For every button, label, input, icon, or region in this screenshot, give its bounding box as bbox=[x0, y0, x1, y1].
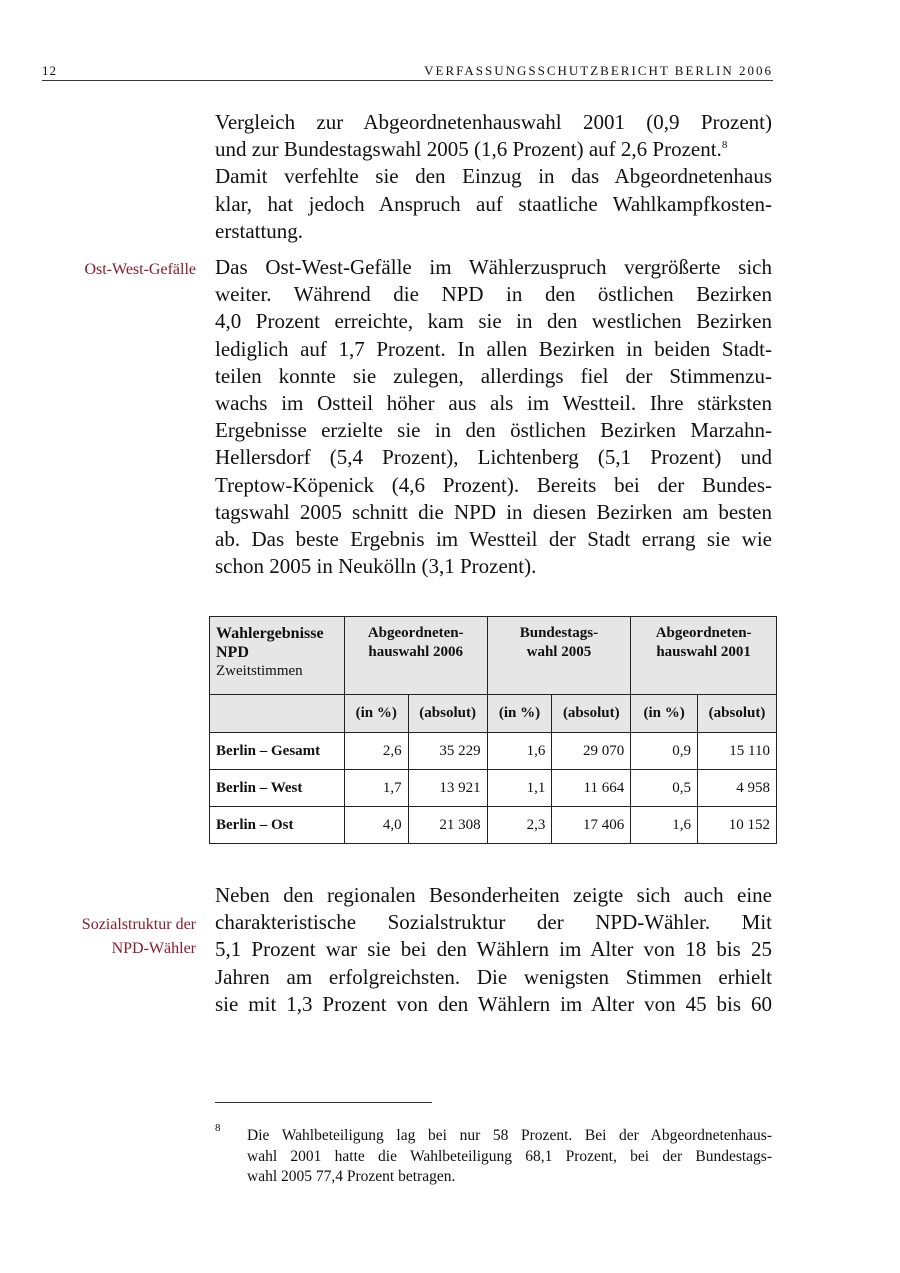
row-label: Berlin – West bbox=[210, 770, 345, 807]
column-group-line: hauswahl 2006 bbox=[368, 644, 464, 660]
table-cell: 4,0 bbox=[344, 807, 408, 844]
text-line: Neben den regionalen Besonderheiten zeigte sich auch eine bbox=[215, 883, 772, 907]
footnote-line: wahl 2001 hatte die Wahlbeteiligung 68,1 Prozent, bei der Bundestags- bbox=[247, 1147, 772, 1165]
text-line: klar, hat jedoch Anspruch auf staatliche Wahlkampfkosten- bbox=[215, 191, 772, 216]
table-cell: 15 110 bbox=[698, 733, 777, 770]
row-label: Berlin – Gesamt bbox=[210, 733, 345, 770]
text-line: lediglich auf 1,7 Prozent. In allen Bezirken in beiden Stadt- bbox=[215, 336, 772, 361]
text-line: Jahren am erfolgreichsten. Die wenigsten Stimmen erhielt bbox=[215, 964, 772, 989]
text-line: Damit verfehlte sie den Einzug in das Abgeordnetenhaus bbox=[215, 164, 772, 189]
table-row bbox=[210, 733, 777, 770]
table-subtitle: Zweitstimmen bbox=[216, 663, 303, 679]
row-label: Berlin – Ost bbox=[210, 807, 345, 844]
margin-note-line: NPD-Wähler bbox=[111, 940, 196, 957]
page-header bbox=[42, 62, 773, 81]
table-cell: 17 406 bbox=[552, 807, 631, 844]
table-cell: 0,9 bbox=[631, 733, 698, 770]
column-group-line: Bundestags- bbox=[519, 625, 599, 641]
margin-note-line: Sozialstruktur der bbox=[81, 916, 196, 933]
footnote-mark: 8 bbox=[215, 1122, 221, 1134]
table-title-party: NPD bbox=[216, 644, 249, 661]
page-number: 12 bbox=[42, 63, 57, 78]
column-header: (in %) bbox=[344, 695, 408, 733]
text-line: Hellersdorf (5,4 Prozent), Lichtenberg (5,1 Prozent) und bbox=[215, 445, 772, 470]
table-cell: 4 958 bbox=[698, 770, 777, 807]
text-line: 4,0 Prozent erreichte, kam sie in den westlichen Bezirken bbox=[215, 309, 772, 334]
table-cell: 29 070 bbox=[552, 733, 631, 770]
column-group-line: wahl 2005 bbox=[526, 644, 592, 660]
column-group-line: hauswahl 2001 bbox=[656, 644, 751, 660]
npd-results-table bbox=[209, 616, 777, 844]
table-cell: 21 308 bbox=[408, 807, 487, 844]
column-group-header bbox=[631, 617, 777, 695]
table-subheader-row bbox=[210, 695, 777, 733]
text-line: 5,1 Prozent war sie bei den Wählern im Alter von 18 bis 25 bbox=[215, 937, 772, 962]
table-cell: 1,6 bbox=[487, 733, 552, 770]
footnote-line: Die Wahlbeteiligung lag bei nur 58 Prozent. Bei der Abgeordnetenhaus- bbox=[247, 1127, 772, 1144]
table-cell: 1,1 bbox=[487, 770, 552, 807]
paragraph-wahlergebnis bbox=[215, 109, 772, 245]
column-group-header bbox=[344, 617, 487, 695]
column-header: (in %) bbox=[631, 695, 698, 733]
column-header: (absolut) bbox=[408, 695, 487, 733]
text-line: Ergebnisse erzielte sie in den östlichen Bezirken Marzahn- bbox=[215, 418, 772, 443]
table-title: Wahlergebnisse bbox=[216, 625, 324, 642]
text-line: tagswahl 2005 schnitt die NPD in diesen Bezirken am besten bbox=[215, 499, 772, 524]
table-cell: 13 921 bbox=[408, 770, 487, 807]
paragraph-sozialstruktur bbox=[215, 882, 772, 1018]
text-line-content: und zur Bundestagswahl 2005 (1,6 Prozent) auf 2,6 Prozent. bbox=[215, 137, 722, 162]
text-line: schon 2005 in Neukölln (3,1 Prozent). bbox=[215, 554, 537, 579]
text-line: Vergleich zur Abgeordnetenhauswahl 2001 (0,9 Prozent) bbox=[215, 110, 772, 134]
text-line: Das Ost-West-Gefälle im Wählerzuspruch vergrößerte sich bbox=[215, 255, 772, 279]
column-group-line: Abgeordneten- bbox=[655, 625, 752, 641]
table-cell: 0,5 bbox=[631, 770, 698, 807]
table-cell: 35 229 bbox=[408, 733, 487, 770]
footnote-line: wahl 2005 77,4 Prozent betragen. bbox=[247, 1168, 456, 1185]
text-line: weiter. Während die NPD in den östlichen Bezirken bbox=[215, 282, 772, 307]
table-row bbox=[210, 807, 777, 844]
footnote-reference: 8 bbox=[721, 139, 728, 152]
text-line: ab. Das beste Ergebnis im Westteil der Stadt errang sie wie bbox=[215, 527, 772, 552]
table-cell: 1,6 bbox=[631, 807, 698, 844]
text-line: teilen konnte sie zulegen, allerdings fiel der Stimmenzu- bbox=[215, 363, 772, 388]
text-line bbox=[215, 136, 772, 163]
text-line: sie mit 1,3 Prozent von den Wählern im Alter von 45 bis 60 bbox=[215, 991, 772, 1016]
margin-note-ost-west: Ost-West-Gefälle bbox=[84, 261, 196, 278]
paragraph-ost-west-gefaelle bbox=[215, 254, 772, 580]
text-line: wachs im Ostteil höher aus als im Westteil. Ihre stärksten bbox=[215, 391, 772, 416]
table-title-cell bbox=[210, 617, 345, 695]
column-header: (in %) bbox=[487, 695, 552, 733]
running-title: VERFASSUNGSSCHUTZBERICHT BERLIN 2006 bbox=[424, 63, 773, 78]
text-line: charakteristische Sozialstruktur der NPD-Wähler. Mit bbox=[215, 910, 772, 935]
table-cell: 2,3 bbox=[487, 807, 552, 844]
text-line: Treptow-Köpenick (4,6 Prozent). Bereits bei der Bundes- bbox=[215, 472, 772, 497]
footnote-text bbox=[247, 1126, 772, 1188]
table-cell: 11 664 bbox=[552, 770, 631, 807]
margin-note-sozialstruktur bbox=[82, 913, 196, 961]
column-header: (absolut) bbox=[698, 695, 777, 733]
table-cell: 2,6 bbox=[344, 733, 408, 770]
table-cell: 1,7 bbox=[344, 770, 408, 807]
table-cell: 10 152 bbox=[698, 807, 777, 844]
table-subheader-empty bbox=[210, 695, 345, 733]
text-line: erstattung. bbox=[215, 218, 304, 243]
footnote-separator bbox=[215, 1102, 432, 1103]
column-group-header bbox=[487, 617, 631, 695]
table-row bbox=[210, 770, 777, 807]
column-header: (absolut) bbox=[552, 695, 631, 733]
column-group-line: Abgeordneten- bbox=[367, 625, 464, 641]
table-header-row bbox=[210, 617, 777, 695]
